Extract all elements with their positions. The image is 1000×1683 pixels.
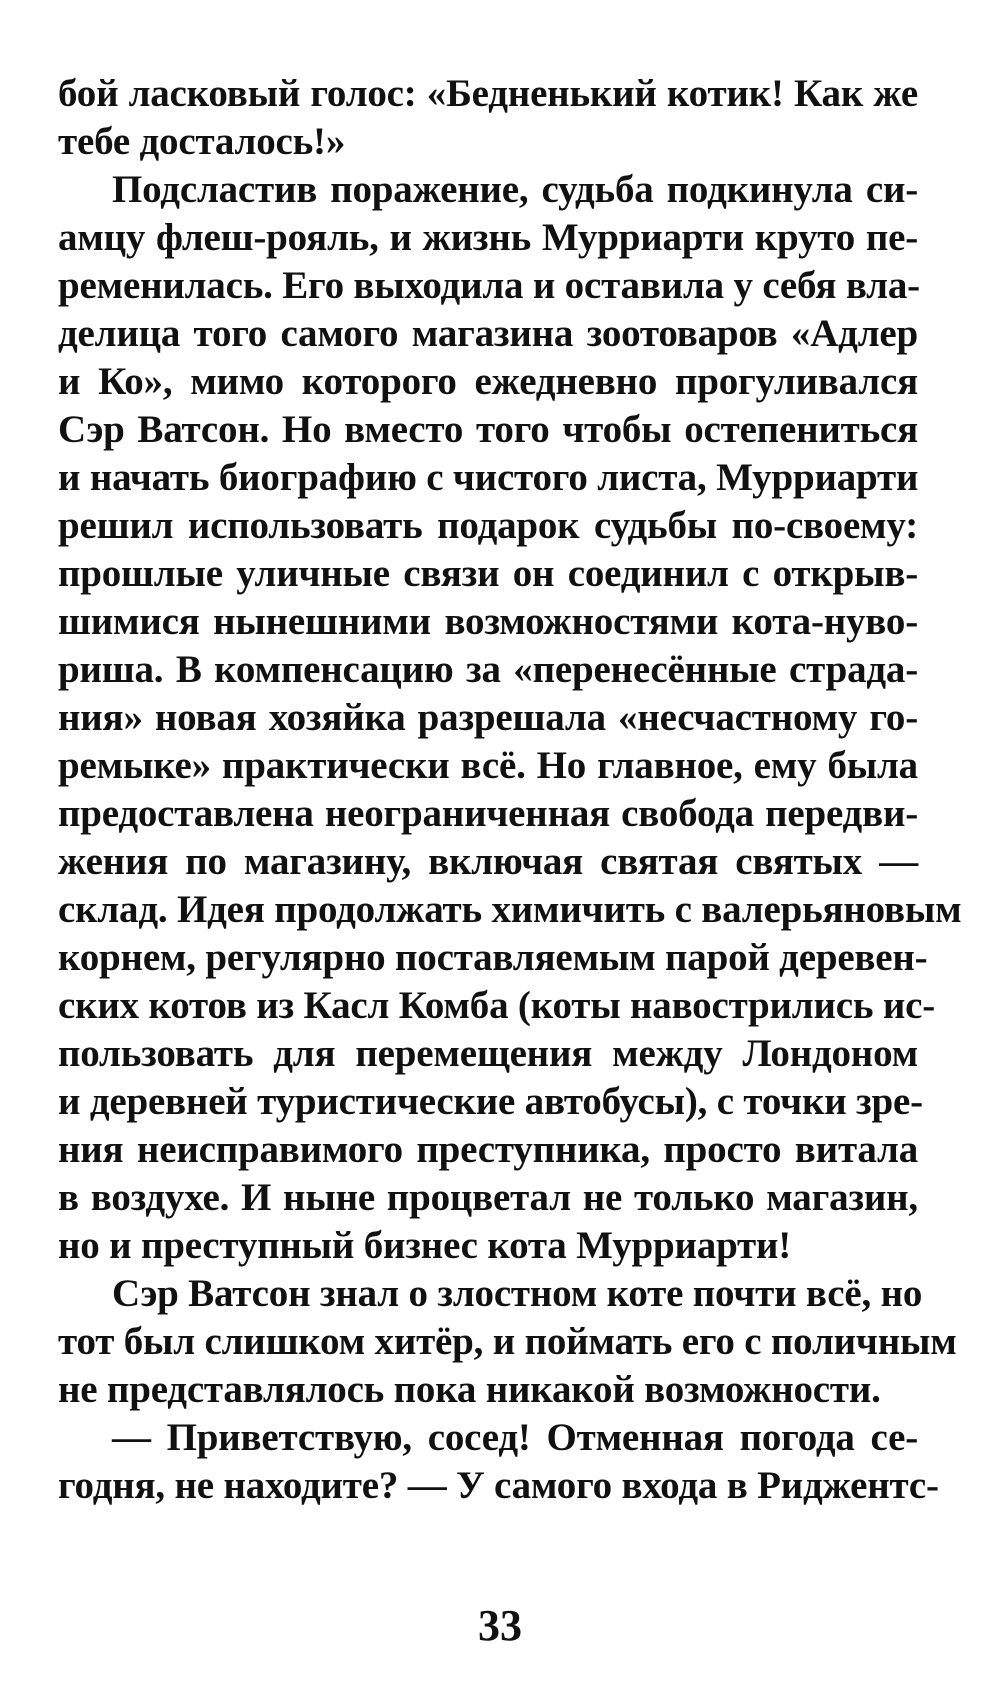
text-line: тот был слишком хитёр, и поймать его с поличным — [58, 1320, 957, 1363]
text-line: ния неисправимого преступника, просто витала — [58, 1128, 918, 1171]
text-line: и деревней туристические автобусы), с точки зре- — [58, 1080, 923, 1123]
page-number: 33 — [478, 1601, 522, 1650]
text-line: склад. Идея продолжать химичить с валерьяновым — [58, 888, 962, 931]
body-text — [58, 70, 962, 1510]
text-line: годня, не находите? — У самого входа в Риджентс- — [58, 1464, 939, 1507]
text-line: Подсластив поражение, судьба подкинула си- — [112, 168, 918, 211]
text-line: делица того самого магазина зоотоваров «Адлер — [58, 312, 918, 355]
text-line: ских котов из Касл Комба (коты навострились ис- — [58, 984, 935, 1027]
text-line: прошлые уличные связи он соединил с открыв- — [58, 552, 918, 595]
text-line: и Ко», мимо которого ежедневно прогуливался — [58, 360, 918, 403]
text-line: Сэр Ватсон. Но вместо того чтобы остепениться — [58, 408, 918, 451]
text-line: бой ласковый голос: «Бедненький котик! Как же — [58, 72, 918, 115]
text-line: риша. В компенсацию за «перенесённые страда- — [58, 648, 918, 691]
text-line: ременилась. Его выходила и оставила у себя вла- — [58, 264, 920, 307]
text-line: предоставлена неограниченная свобода передви- — [58, 792, 918, 835]
text-line: не представлялось пока никакой возможности. — [58, 1368, 881, 1411]
text-line: но и преступный бизнес кота Мурриарти! — [58, 1224, 792, 1267]
text-line: и начать биографию с чистого листа, Мурриарти — [58, 456, 919, 499]
text-line: корнем, регулярно поставляемым парой деревен- — [58, 936, 928, 979]
text-line: ния» новая хозяйка разрешала «несчастному го- — [58, 696, 918, 739]
text-line: Сэр Ватсон знал о злостном коте почти всё, но — [112, 1272, 923, 1315]
text-line: в воздухе. И ныне процветал не только магазин, — [58, 1176, 918, 1219]
text-line: тебе досталось!» — [58, 120, 346, 163]
text-line: шимися нынешними возможностями кота-нуво- — [58, 600, 918, 643]
text-line: жения по магазину, включая святая святых — — [58, 840, 918, 883]
text-line: амцу флеш-рояль, и жизнь Мурриарти круто пе- — [58, 216, 918, 259]
text-line: — Приветствую, сосед! Отменная погода се- — [112, 1416, 918, 1459]
text-line: решил использовать подарок судьбы по-своему: — [58, 504, 918, 547]
text-line: пользовать для перемещения между Лондоном — [58, 1032, 918, 1075]
text-line: ремыке» практически всё. Но главное, ему была — [58, 744, 918, 787]
